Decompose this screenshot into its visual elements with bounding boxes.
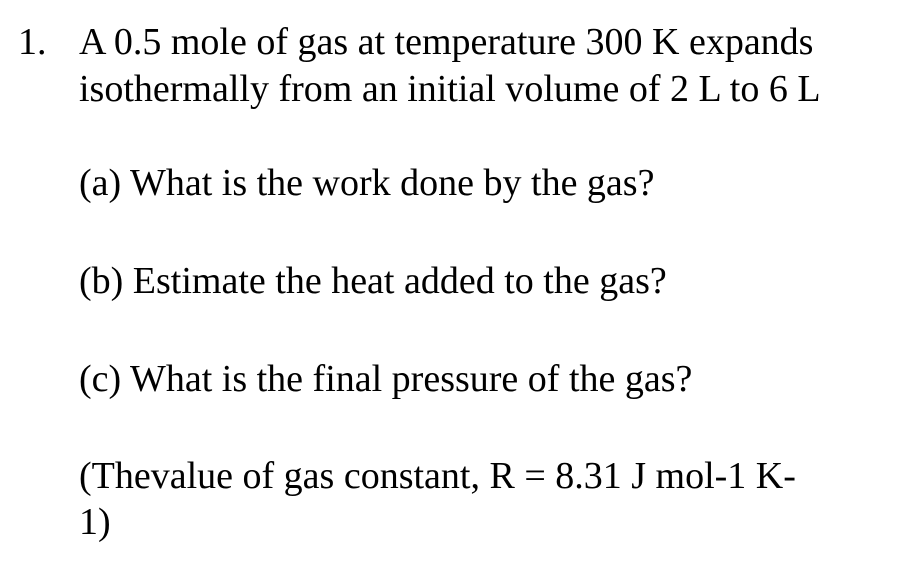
question-text-line-2: isothermally from an initial volume of 2 L to 6 L bbox=[79, 68, 821, 110]
question-part-a: (a) What is the work done by the gas? bbox=[79, 162, 655, 204]
question-number: 1. bbox=[18, 21, 47, 63]
gas-constant-note-line-1: (Thevalue of gas constant, R = 8.31 J mol-1 K- bbox=[79, 455, 796, 497]
question-text-line-1: A 0.5 mole of gas at temperature 300 K expands bbox=[79, 21, 814, 63]
gas-constant-note-line-2: 1) bbox=[79, 501, 111, 543]
question-part-b: (b) Estimate the heat added to the gas? bbox=[79, 260, 667, 302]
question-part-c: (c) What is the final pressure of the gas? bbox=[79, 358, 693, 400]
